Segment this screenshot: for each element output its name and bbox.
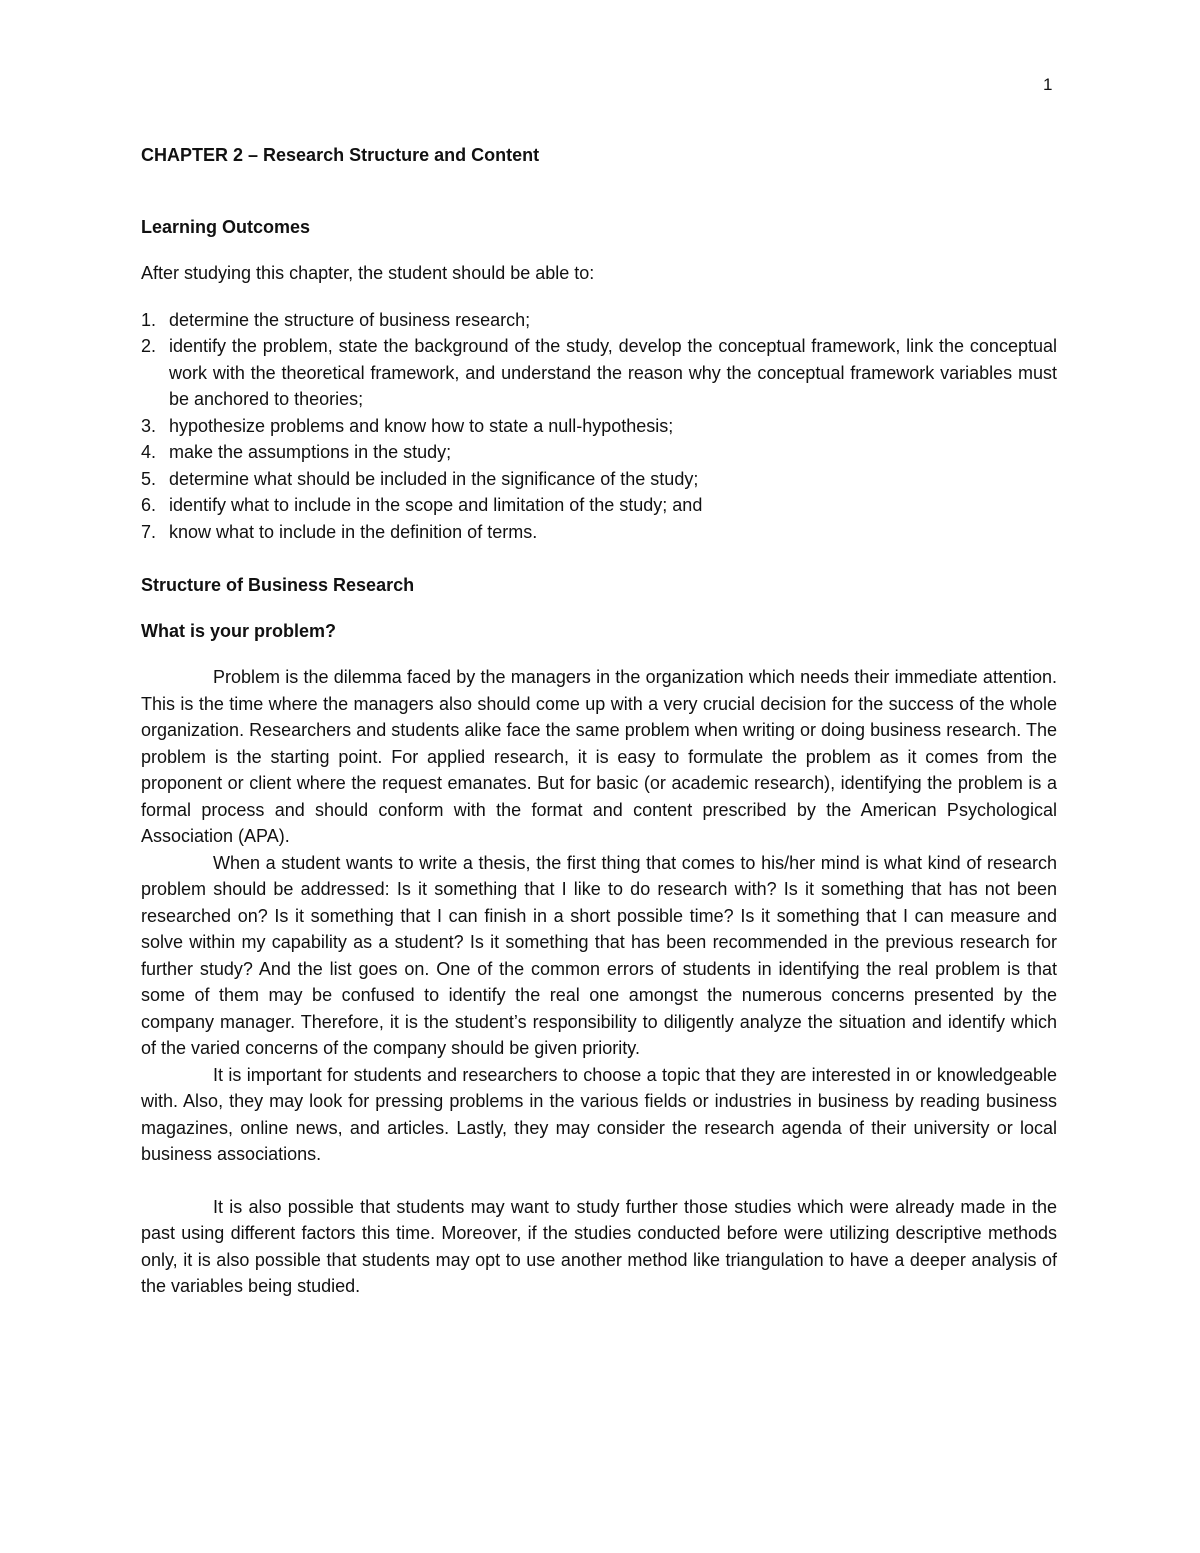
list-item [141, 492, 1057, 519]
list-item-number: 3. [141, 415, 157, 436]
learning-outcomes-heading: Learning Outcomes [141, 217, 311, 237]
list-item-number: 7. [141, 521, 157, 542]
problem-heading: What is your problem? [141, 621, 337, 641]
list-item-text: identify the problem, state the background of the study, develop the conceptual framework, link the conceptual work with the theoretical framework, and understand the reason why the conceptual framework variables must be anchored to theories; [169, 336, 1057, 409]
list-item [141, 413, 1057, 440]
body-paragraph: Problem is the dilemma faced by the managers in the organization which needs their immediate attention. This is the time where the managers also should come up with a very crucial decision for the success of the whole organization. Researchers and students alike face the same problem when writing or doing business research. The problem is the starting point. For applied research, it is easy to formulate the problem as it comes from the proponent or client where the request emanates. But for basic (or academic research), identifying the problem is a formal process and should conform with the format and content prescribed by the American Psychological Association (APA). [141, 667, 1057, 846]
list-item-number: 4. [141, 442, 157, 462]
list-item-text: hypothesize problems and know how to state a null-hypothesis; [169, 415, 674, 436]
chapter-title: CHAPTER 2 – Research Structure and Content [141, 145, 540, 165]
list-item-text: determine what should be included in the significance of the study; [169, 468, 699, 489]
list-item [141, 307, 1057, 334]
list-item-number: 1. [141, 309, 157, 330]
list-item [141, 466, 1057, 493]
list-item-text: determine the structure of business research; [169, 309, 531, 330]
list-item [141, 333, 1057, 413]
learning-outcomes-list [141, 307, 1057, 546]
list-item-number: 5. [141, 468, 157, 489]
list-item-number: 6. [141, 495, 157, 515]
structure-heading: Structure of Business Research [141, 575, 415, 595]
list-item [141, 439, 1057, 466]
list-item-text: make the assumptions in the study; [169, 442, 452, 462]
list-item-number: 2. [141, 336, 157, 356]
body-paragraph: When a student wants to write a thesis, the first thing that comes to his/her mind is what kind of research problem should be addressed: Is it something that I like to do research with? Is it something that has not been researched on? Is it something that I can finish in a short possible time? Is it something that I can measure and solve within my capability as a student? Is it something that has been recommended in the previous research for further study? And the list goes on. One of the common errors of students in identifying the real problem is that some of them may be confused to identify the real one amongst the numerous concerns presented by the company manager. Therefore, it is the student’s responsibility to diligently analyze the situation and identify which of the varied concerns of the company should be given priority. [141, 852, 1057, 1058]
body-paragraph: It is also possible that students may want to study further those studies which were already made in the past using different factors this time. Moreover, if the studies conducted before were utilizing descriptive methods only, it is also possible that students may opt to use another method like triangulation to have a deeper analysis of the variables being studied. [141, 1196, 1057, 1296]
page-content [141, 142, 1057, 1300]
list-item-text: know what to include in the definition of terms. [169, 521, 538, 542]
learning-outcomes-intro: After studying this chapter, the student should be able to: [141, 263, 595, 283]
body-paragraph: It is important for students and researchers to choose a topic that they are interested in or knowledgeable with. Also, they may look for pressing problems in the various fields or industries in business by reading business magazines, online news, and articles. Lastly, they may consider the research agenda of their university or local business associations. [141, 1064, 1057, 1164]
list-item [141, 519, 1057, 546]
list-item-text: identify what to include in the scope and limitation of the study; and [169, 495, 703, 515]
page-number: 1 [1043, 75, 1053, 94]
